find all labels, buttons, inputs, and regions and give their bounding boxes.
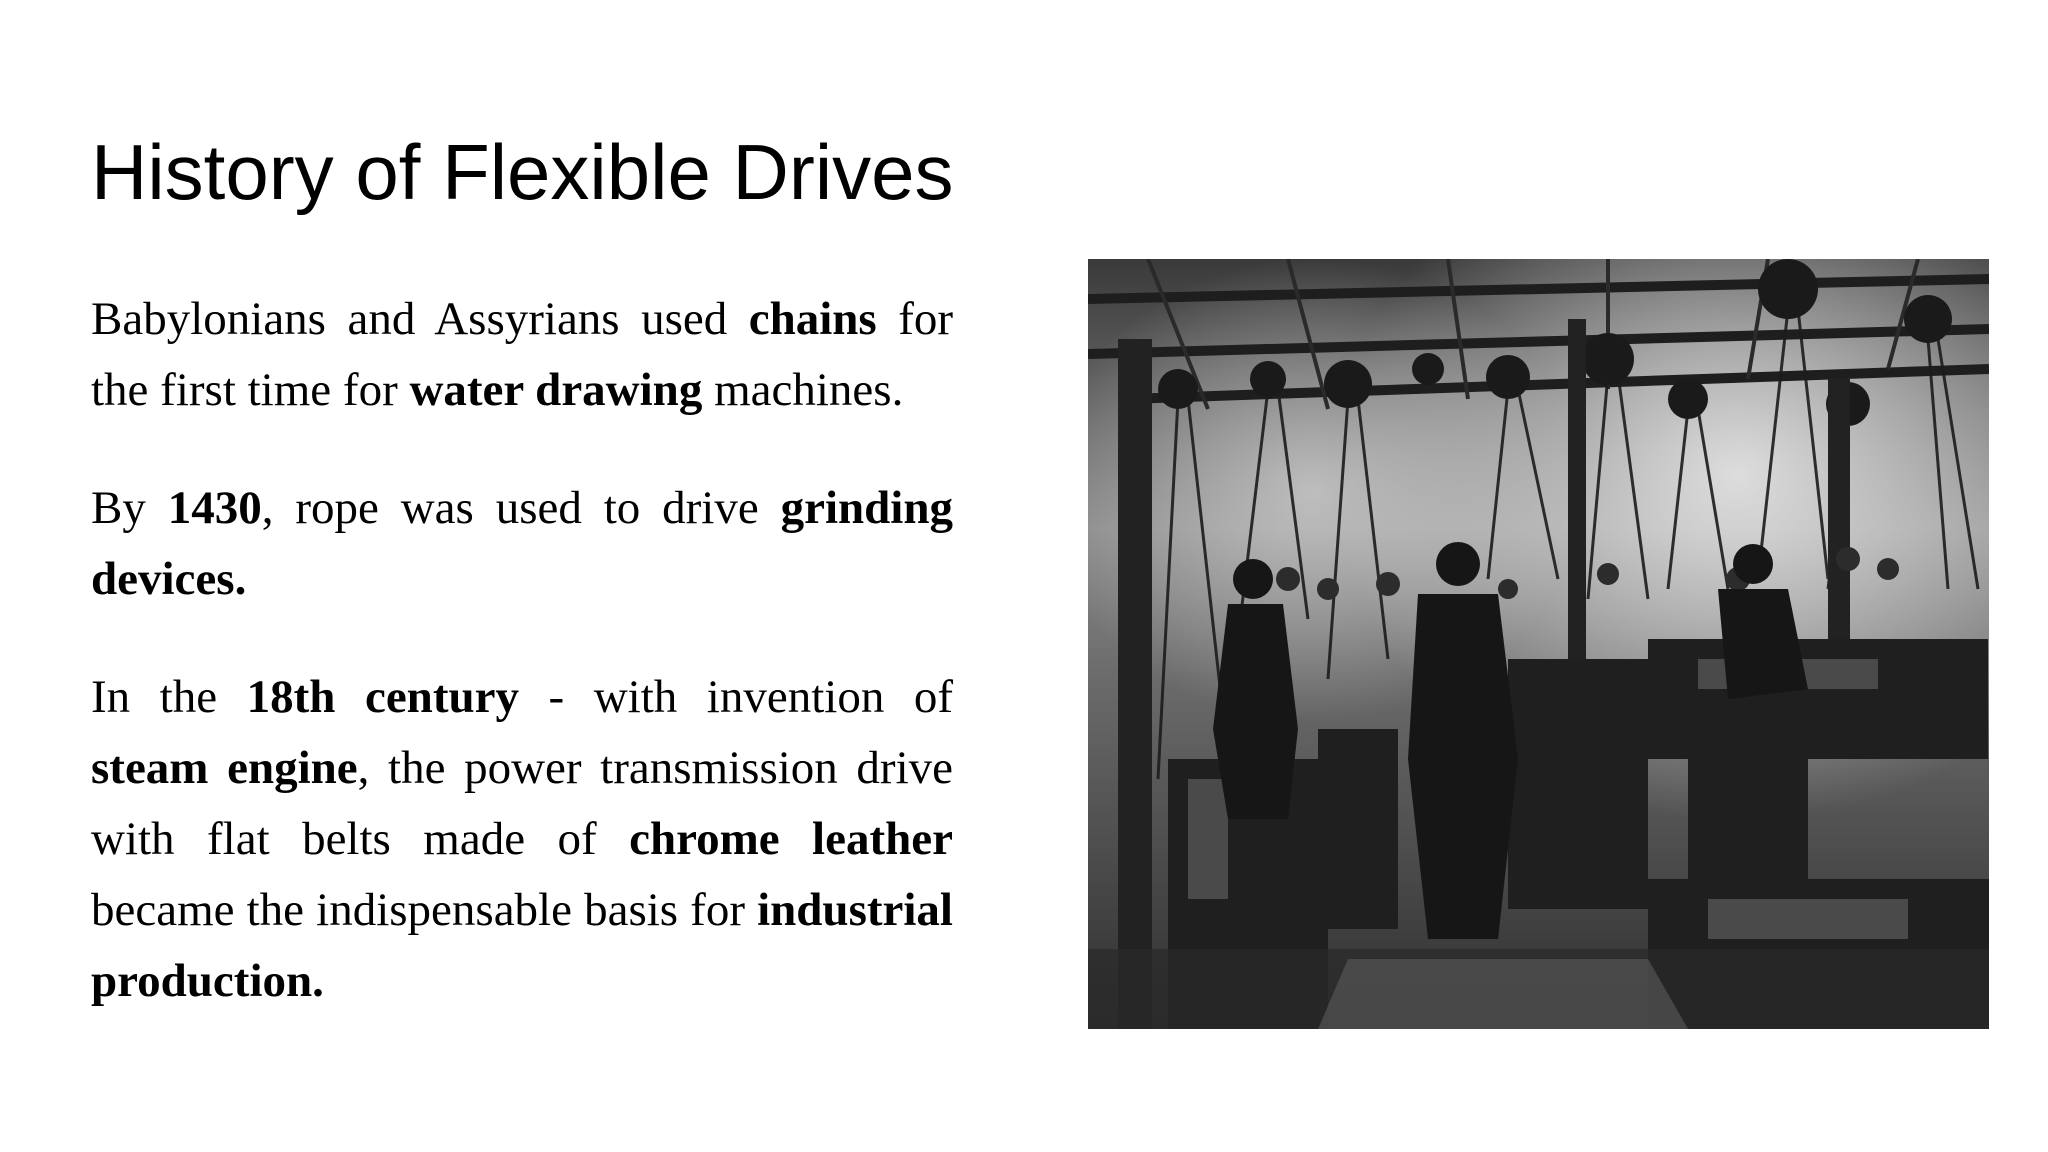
emphasis-text: industrial production. [91, 884, 953, 1007]
body-text-run: became the indispensable basis for [91, 884, 758, 936]
body-text-run: for the first time for [91, 293, 954, 416]
body-paragraph [91, 284, 953, 426]
slide-body-text [91, 284, 953, 1017]
body-text-run: In the [91, 671, 247, 723]
emphasis-text: 18th century [246, 671, 519, 723]
body-text-run: machines. [702, 364, 904, 416]
body-paragraph [91, 662, 953, 1017]
body-text-run: By [91, 482, 168, 534]
emphasis-text: chrome leather [629, 813, 953, 865]
factory-photo [1088, 259, 1989, 1029]
emphasis-text: water drawing [409, 364, 703, 416]
factory-photo-illustration [1088, 259, 1989, 1029]
emphasis-text: chains [748, 293, 877, 345]
body-text-run: Babylonians and Assyrians used [91, 293, 749, 345]
body-text-run: , rope was used to drive [261, 482, 781, 534]
body-text-run: - with invention of [518, 671, 953, 723]
emphasis-text: grinding devices. [91, 482, 953, 605]
slide-title: History of Flexible Drives [91, 128, 954, 216]
emphasis-text: 1430 [167, 482, 262, 534]
emphasis-text: steam engine [91, 742, 358, 794]
body-text-run: , the power transmission drive with flat belts made of [91, 742, 954, 865]
body-paragraph [91, 473, 953, 615]
